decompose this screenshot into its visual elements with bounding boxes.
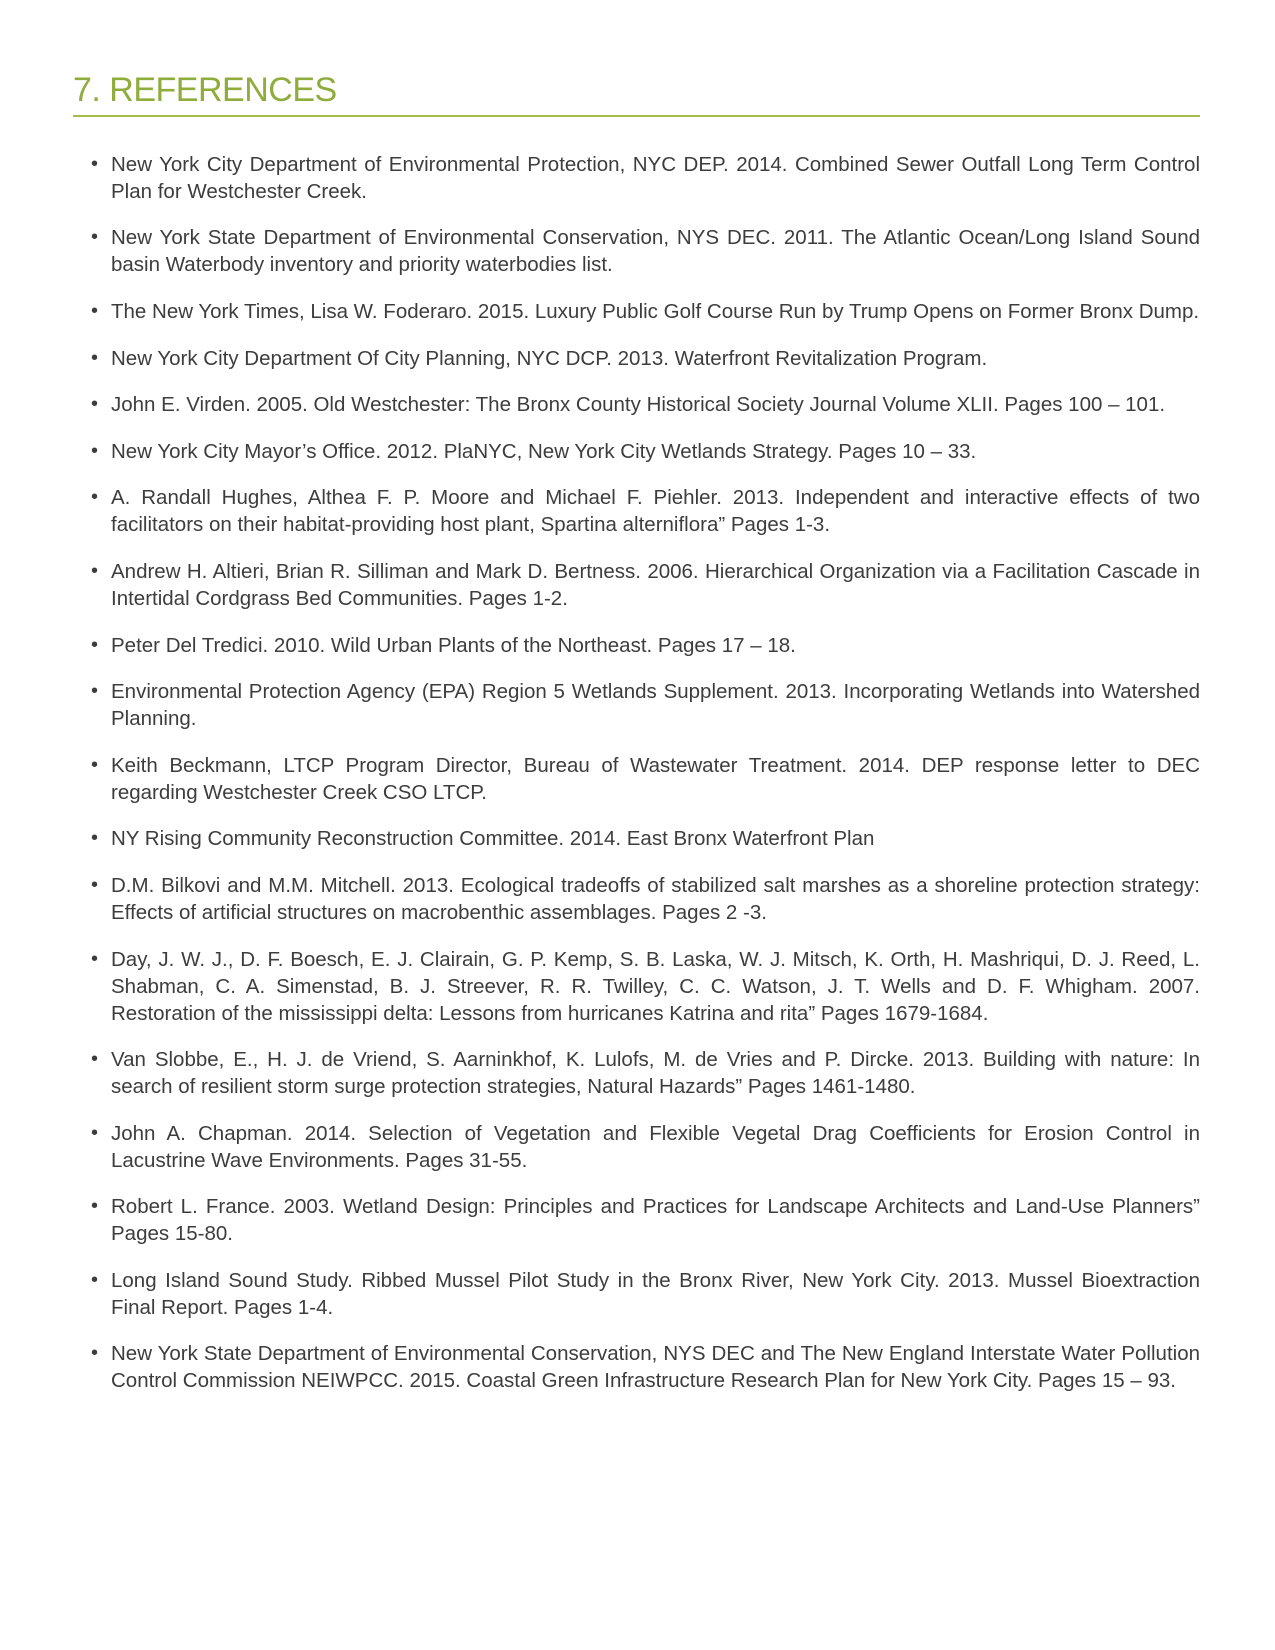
reference-text: D.M. Bilkovi and M.M. Mitchell. 2013. Ecological tradeoffs of stabilized salt marshes as a shoreline protection strategy: Effects of artificial structures on macrobenthic assemblages. Pages 2 -3. bbox=[111, 873, 1200, 924]
page bbox=[73, 70, 1200, 1414]
reference-item bbox=[91, 1340, 1200, 1394]
reference-item bbox=[91, 558, 1200, 612]
reference-list bbox=[73, 151, 1200, 1395]
reference-text: New York City Department Of City Planning, NYC DCP. 2013. Waterfront Revitalization Program. bbox=[111, 346, 988, 370]
bullet-icon: • bbox=[91, 559, 99, 582]
reference-item bbox=[91, 1267, 1200, 1321]
bullet-icon: • bbox=[91, 827, 99, 850]
reference-item bbox=[91, 825, 1200, 852]
bullet-icon: • bbox=[91, 439, 99, 462]
reference-item bbox=[91, 345, 1200, 372]
bullet-icon: • bbox=[91, 1048, 99, 1071]
bullet-icon: • bbox=[91, 1342, 99, 1365]
reference-text: New York City Department of Environmental Protection, NYC DEP. 2014. Combined Sewer Outfall Long Term Control Plan for Westchester Creek. bbox=[111, 152, 1200, 203]
reference-text: Peter Del Tredici. 2010. Wild Urban Plants of the Northeast. Pages 17 – 18. bbox=[111, 633, 796, 657]
reference-text: A. Randall Hughes, Althea F. P. Moore and Michael F. Piehler. 2013. Independent and interactive effects of two facilitators on their habitat-providing host plant, Spartina alterniflora” Pages 1-3. bbox=[111, 486, 1200, 537]
bullet-icon: • bbox=[91, 226, 99, 249]
reference-item bbox=[91, 678, 1200, 732]
reference-text: Environmental Protection Agency (EPA) Region 5 Wetlands Supplement. 2013. Incorporating Wetlands into Watershed Planning. bbox=[111, 680, 1200, 731]
reference-text: New York State Department of Environmental Conservation, NYS DEC and The New England Interstate Water Pollution Control Commission NEIWPCC. 2015. Coastal Green Infrastructure Research Plan for New York City. Pages 15 – 93. bbox=[111, 1342, 1200, 1393]
reference-item bbox=[91, 1193, 1200, 1247]
reference-text: Long Island Sound Study. Ribbed Mussel Pilot Study in the Bronx River, New York City. 2013. Mussel Bioextraction Final Report. Pages 1-4. bbox=[111, 1268, 1200, 1319]
heading-divider bbox=[73, 115, 1200, 117]
reference-item bbox=[91, 1046, 1200, 1100]
bullet-icon: • bbox=[91, 1195, 99, 1218]
reference-item bbox=[91, 224, 1200, 278]
reference-item bbox=[91, 484, 1200, 538]
bullet-icon: • bbox=[91, 346, 99, 369]
bullet-icon: • bbox=[91, 680, 99, 703]
bullet-icon: • bbox=[91, 152, 99, 175]
reference-item bbox=[91, 298, 1200, 325]
section-heading: 7. REFERENCES bbox=[73, 71, 337, 109]
bullet-icon: • bbox=[91, 947, 99, 970]
bullet-icon: • bbox=[91, 873, 99, 896]
bullet-icon: • bbox=[91, 633, 99, 656]
bullet-icon: • bbox=[91, 1268, 99, 1291]
bullet-icon: • bbox=[91, 1121, 99, 1144]
reference-item bbox=[91, 438, 1200, 465]
reference-text: John A. Chapman. 2014. Selection of Vegetation and Flexible Vegetal Drag Coefficients for Erosion Control in Lacustrine Wave Environments. Pages 31-55. bbox=[111, 1121, 1200, 1172]
bullet-icon: • bbox=[91, 486, 99, 509]
reference-text: Van Slobbe, E., H. J. de Vriend, S. Aarninkhof, K. Lulofs, M. de Vries and P. Dircke. 2013. Building with nature: In search of resilient storm surge protection strategies, Natural Hazards” Pages 1461-1480. bbox=[111, 1048, 1200, 1099]
reference-text: Keith Beckmann, LTCP Program Director, Bureau of Wastewater Treatment. 2014. DEP response letter to DEC regarding Westchester Creek CSO LTCP. bbox=[111, 753, 1200, 804]
reference-text: John E. Virden. 2005. Old Westchester: The Bronx County Historical Society Journal Volume XLII. Pages 100 – 101. bbox=[111, 393, 1166, 417]
reference-item bbox=[91, 391, 1200, 418]
reference-item bbox=[91, 752, 1200, 806]
reference-item bbox=[91, 1120, 1200, 1174]
bullet-icon: • bbox=[91, 393, 99, 416]
reference-item bbox=[91, 151, 1200, 205]
reference-text: The New York Times, Lisa W. Foderaro. 2015. Luxury Public Golf Course Run by Trump Opens on Former Bronx Dump. bbox=[111, 299, 1200, 323]
reference-item bbox=[91, 632, 1200, 659]
reference-text: New York City Mayor’s Office. 2012. PlaNYC, New York City Wetlands Strategy. Pages 10 – 33. bbox=[111, 439, 977, 463]
reference-text: New York State Department of Environmental Conservation, NYS DEC. 2011. The Atlantic Ocean/Long Island Sound basin Waterbody inventory and priority waterbodies list. bbox=[111, 226, 1200, 277]
reference-item bbox=[91, 872, 1200, 926]
reference-text: Day, J. W. J., D. F. Boesch, E. J. Clairain, G. P. Kemp, S. B. Laska, W. J. Mitsch, K. Orth, H. Mashriqui, D. J. Reed, L. Shabman, C. A. Simenstad, B. J. Streever, R. R. Twilley, C. C. Watson, J. T. Wells and D. F. Whigham. 2007. Restoration of the mississippi delta: Lessons from hurricanes Katrina and rita” Pages 1679-1684. bbox=[111, 947, 1200, 1025]
reference-item bbox=[91, 946, 1200, 1027]
reference-text: Robert L. France. 2003. Wetland Design: Principles and Practices for Landscape Architects and Land-Use Planners” Pages 15-80. bbox=[111, 1195, 1200, 1246]
bullet-icon: • bbox=[91, 753, 99, 776]
reference-text: Andrew H. Altieri, Brian R. Silliman and Mark D. Bertness. 2006. Hierarchical Organization via a Facilitation Cascade in Intertidal Cordgrass Bed Communities. Pages 1-2. bbox=[111, 559, 1200, 610]
reference-text: NY Rising Community Reconstruction Committee. 2014. East Bronx Waterfront Plan bbox=[111, 827, 875, 851]
bullet-icon: • bbox=[91, 299, 99, 322]
